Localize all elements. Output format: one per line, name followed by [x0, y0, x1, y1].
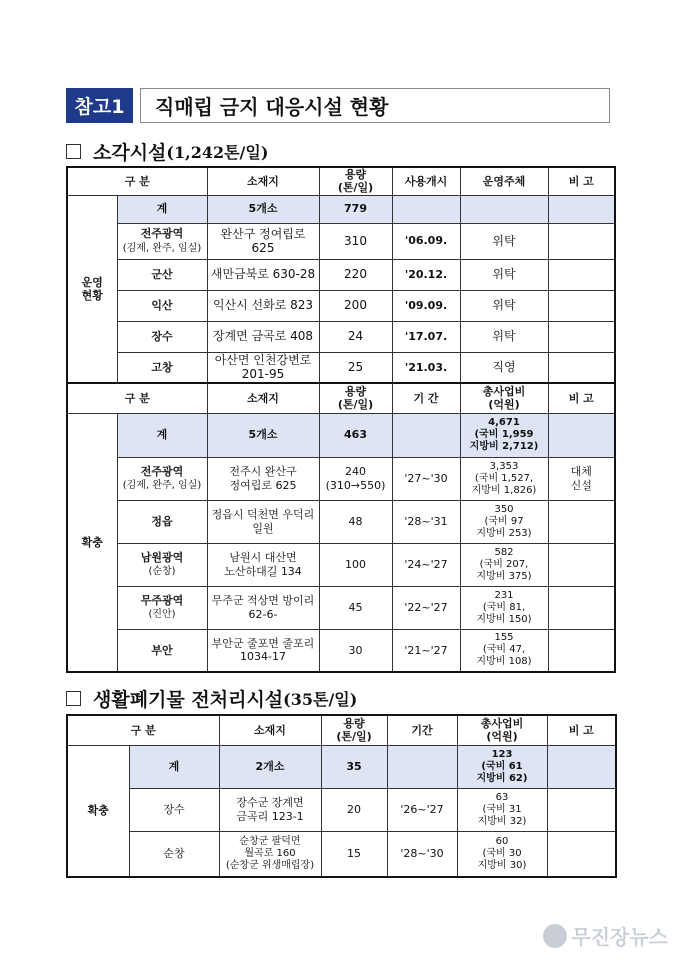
news-logo-icon	[543, 924, 567, 948]
table-row: 부안 부안군 줄포면 줄포리 1034-17 30 '21~'27 155 (국비 47, 지방비 108)	[67, 629, 615, 672]
table-row: 고창 아산면 인천강변로 201-95 25 '21.03. 직영	[67, 352, 615, 383]
page-title-bar	[66, 88, 610, 123]
table-row: 전주광역 (김제, 완주, 임실) 완산구 정여립로 625 310 '06.09. 위탁	[67, 223, 615, 259]
table-row: 남원광역 (순창) 남원시 대산면 노산하대길 134 100 '24~'27 582 (국비 207, 지방비 375)	[67, 543, 615, 586]
watermark: 무진장뉴스	[543, 921, 668, 950]
table-row: 순창 순창군 팔덕면 월곡로 160 (순창군 위생매립장) 15 '28~'30 60 (국비 30 지방비 30)	[67, 831, 616, 877]
table-header-row: 구 분 소재지 용량 (톤/일) 기 간 총사업비 (억원) 비 고	[67, 383, 615, 413]
checkbox-square-icon	[66, 144, 81, 159]
table-row: 확충 계 5개소 463 4,671 (국비 1,959 지방비 2,712)	[67, 413, 615, 457]
table-row: 익산 익산시 선화로 823 200 '09.09. 위탁	[67, 290, 615, 321]
section1-heading: 소각시설 (1,242톤/일)	[66, 138, 268, 165]
section2-heading: 생활폐기물 전처리시설 (35톤/일)	[66, 685, 357, 712]
table-header-row: 구 분 소재지 용량 (톤/일) 기간 총사업비 (억원) 비 고	[67, 715, 616, 745]
table-row: 정읍 정읍시 덕천면 우덕리 일원 48 '28~'31 350 (국비 97 지방비 253)	[67, 500, 615, 543]
table-header-row: 구 분 소재지 용량 (톤/일) 사용개시 운영주체 비 고	[67, 167, 615, 195]
table-row: 장수 장수군 장계면 금곡리 123-1 20 '26~'27 63 (국비 31 지방비 32)	[67, 788, 616, 831]
table-row: 확충 계 2개소 35 123 (국비 61 지방비 62)	[67, 745, 616, 788]
page-title: 직매립 금지 대응시설 현황	[140, 88, 610, 123]
incineration-table	[66, 166, 616, 673]
checkbox-square-icon	[66, 691, 81, 706]
table-row: 무주광역 (진안) 무주군 적상면 방이리 62-6- 45 '22~'27 231 (국비 81, 지방비 150)	[67, 586, 615, 629]
table-row: 전주광역 (김제, 완주, 임실) 전주시 완산구 정여립로 625 240 (310→550) '27~'30 3,353 (국비 1,527, 지방비 1,826) 대체 신설	[67, 457, 615, 500]
table-row: 운영 현황 계 5개소 779	[67, 195, 615, 223]
pretreatment-table	[66, 714, 617, 878]
reference-tag: 참고1	[66, 88, 133, 123]
table-row: 장수 장계면 금곡로 408 24 '17.07. 위탁	[67, 321, 615, 352]
table-row: 군산 새만금북로 630-28 220 '20.12. 위탁	[67, 259, 615, 290]
